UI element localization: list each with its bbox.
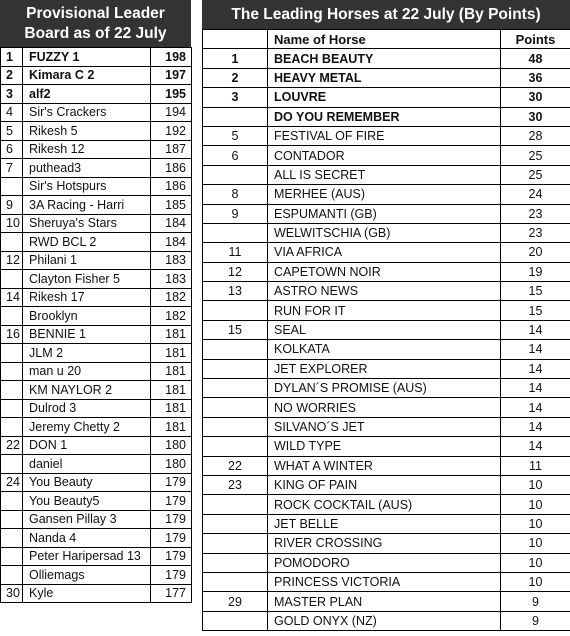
horses-name-cell: MERHEE (AUS)	[268, 185, 501, 204]
leaderboard-points-cell: 179	[151, 566, 192, 585]
horses-row	[203, 262, 570, 281]
leaderboard-position-cell: 7	[1, 159, 23, 178]
horses-points-cell: 23	[501, 204, 570, 223]
horses-points-cell: 25	[501, 165, 570, 184]
leaderboard-points-cell: 180	[151, 436, 192, 455]
leaderboard-row	[1, 233, 192, 252]
leaderboard-position-cell	[1, 455, 23, 474]
horses-title: The Leading Horses at 22 July (By Points)	[202, 0, 570, 29]
leaderboard-points-cell: 180	[151, 455, 192, 474]
horses-position-cell	[203, 437, 268, 456]
horses-points-cell: 14	[501, 398, 570, 417]
leaderboard-position-cell: 22	[1, 436, 23, 455]
horses-row	[203, 398, 570, 417]
horses-row	[203, 514, 570, 533]
leaderboard-position-cell	[1, 547, 23, 566]
leaderboard-name-cell: Kimara C 2	[23, 66, 151, 85]
horses-position-cell: 2	[203, 68, 268, 87]
horses-row	[203, 146, 570, 165]
leaderboard-row	[1, 307, 192, 326]
horses-name-cell: ROCK COCKTAIL (AUS)	[268, 495, 501, 514]
horses-name-cell: WHAT A WINTER	[268, 456, 501, 475]
horses-points-cell: 48	[501, 49, 570, 68]
leaderboard-position-cell	[1, 177, 23, 196]
leaderboard-points-cell: 181	[151, 362, 192, 381]
leaderboard-row	[1, 103, 192, 122]
horses-name-cell: NO WORRIES	[268, 398, 501, 417]
horses-points-cell: 9	[501, 611, 570, 630]
horses-points-cell: 10	[501, 514, 570, 533]
leaderboard-row	[1, 159, 192, 178]
horses-name-cell: BEACH BEAUTY	[268, 49, 501, 68]
leaderboard-name-cell: Peter Haripersad 13	[23, 547, 151, 566]
leaderboard-row	[1, 270, 192, 289]
horses-position-cell: 8	[203, 185, 268, 204]
leaderboard-row	[1, 566, 192, 585]
horses-name-cell: LOUVRE	[268, 88, 501, 107]
leaderboard-points-cell: 192	[151, 122, 192, 141]
horses-points-cell: 25	[501, 146, 570, 165]
horses-name-cell: DO YOU REMEMBER	[268, 107, 501, 126]
horses-row	[203, 359, 570, 378]
leaderboard-position-cell: 4	[1, 103, 23, 122]
leaderboard-row	[1, 344, 192, 363]
horses-points-cell: 14	[501, 320, 570, 339]
horses-position-cell	[203, 165, 268, 184]
horses-row	[203, 611, 570, 630]
leaderboard-position-cell: 3	[1, 85, 23, 104]
horses-position-cell: 12	[203, 262, 268, 281]
horses-name-cell: PRINCESS VICTORIA	[268, 572, 501, 591]
leaderboard-position-cell	[1, 381, 23, 400]
horses-points-cell: 10	[501, 553, 570, 572]
horses-name-cell: DYLAN´S PROMISE (AUS)	[268, 379, 501, 398]
horses-points-cell: 14	[501, 379, 570, 398]
leaderboard-row	[1, 436, 192, 455]
horses-position-cell: 9	[203, 204, 268, 223]
leaderboard-position-cell: 14	[1, 288, 23, 307]
leaderboard-points-cell: 185	[151, 196, 192, 215]
leaderboard-points-cell: 181	[151, 418, 192, 437]
horses-name-cell: ASTRO NEWS	[268, 282, 501, 301]
leaderboard-row	[1, 140, 192, 159]
leaderboard-points-cell: 198	[151, 48, 192, 67]
leaderboard-name-cell: Dulrod 3	[23, 399, 151, 418]
horses-header-pos	[203, 30, 268, 49]
horses-name-cell: WELWITSCHIA (GB)	[268, 223, 501, 242]
leaderboard-name-cell: Kyle	[23, 584, 151, 603]
horses-name-cell: FESTIVAL OF FIRE	[268, 126, 501, 145]
leaderboard-row	[1, 473, 192, 492]
horses-position-cell	[203, 379, 268, 398]
horses-row	[203, 437, 570, 456]
leaderboard-name-cell: alf2	[23, 85, 151, 104]
horses-points-cell: 20	[501, 243, 570, 262]
horses-name-cell: POMODORO	[268, 553, 501, 572]
leaderboard-position-cell	[1, 492, 23, 511]
leaderboard-points-cell: 186	[151, 177, 192, 196]
leaderboard-row	[1, 251, 192, 270]
leaderboard-position-cell	[1, 344, 23, 363]
leaderboard-points-cell: 183	[151, 251, 192, 270]
horses-points-cell: 28	[501, 126, 570, 145]
leaderboard-points-cell: 183	[151, 270, 192, 289]
leaderboard-row	[1, 214, 192, 233]
leaderboard-position-cell	[1, 307, 23, 326]
leaderboard-title	[0, 0, 191, 47]
leaderboard-name-cell: Rikesh 5	[23, 122, 151, 141]
horses-row	[203, 456, 570, 475]
leaderboard-points-cell: 177	[151, 584, 192, 603]
leaderboard-row	[1, 584, 192, 603]
horses-row	[203, 204, 570, 223]
leaderboard-points-cell: 179	[151, 547, 192, 566]
horses-row	[203, 301, 570, 320]
horses-row	[203, 553, 570, 572]
horses-row	[203, 88, 570, 107]
horses-row	[203, 223, 570, 242]
leaderboard-name-cell: Brooklyn	[23, 307, 151, 326]
leaderboard-points-cell: 181	[151, 399, 192, 418]
horses-position-cell: 6	[203, 146, 268, 165]
leaderboard-points-cell: 197	[151, 66, 192, 85]
horses-row	[203, 126, 570, 145]
leaderboard-position-cell	[1, 566, 23, 585]
horses-name-cell: SILVANO´S JET	[268, 417, 501, 436]
leaderboard-points-cell: 184	[151, 233, 192, 252]
leaderboard-row	[1, 547, 192, 566]
leaderboard-name-cell: DON 1	[23, 436, 151, 455]
horses-name-cell: SEAL	[268, 320, 501, 339]
leaderboard-name-cell: Gansen Pillay 3	[23, 510, 151, 529]
horses-header-row	[203, 30, 570, 49]
leaderboard-points-cell: 187	[151, 140, 192, 159]
horses-row	[203, 68, 570, 87]
leaderboard-row	[1, 196, 192, 215]
leaderboard-row	[1, 381, 192, 400]
leaderboard-name-cell: Olliemags	[23, 566, 151, 585]
horses-position-cell	[203, 359, 268, 378]
horses-points-cell: 30	[501, 88, 570, 107]
leaderboard-position-cell: 9	[1, 196, 23, 215]
horses-header-points: Points	[501, 30, 570, 49]
horses-points-cell: 10	[501, 534, 570, 553]
leaderboard-row	[1, 48, 192, 67]
horses-position-cell	[203, 553, 268, 572]
leaderboard-row	[1, 177, 192, 196]
leaderboard-points-cell: 184	[151, 214, 192, 233]
horses-row	[203, 572, 570, 591]
horses-points-cell: 24	[501, 185, 570, 204]
leaderboard-name-cell: KM NAYLOR 2	[23, 381, 151, 400]
leaderboard-points-cell: 179	[151, 510, 192, 529]
horses-table	[202, 29, 570, 631]
horses-row	[203, 243, 570, 262]
leaderboard-name-cell: JLM 2	[23, 344, 151, 363]
leaderboard-name-cell: FUZZY 1	[23, 48, 151, 67]
horses-points-cell: 11	[501, 456, 570, 475]
leaderboard-position-cell	[1, 510, 23, 529]
horses-position-cell	[203, 417, 268, 436]
leaderboard-row	[1, 362, 192, 381]
leaderboard-points-cell: 194	[151, 103, 192, 122]
leaderboard-position-cell	[1, 362, 23, 381]
leaderboard-name-cell: puthead3	[23, 159, 151, 178]
horses-position-cell	[203, 398, 268, 417]
leaderboard-title-line1: Provisional Leader	[26, 4, 165, 22]
leaderboard-position-cell: 16	[1, 325, 23, 344]
leaderboard-row	[1, 85, 192, 104]
horses-name-cell: JET BELLE	[268, 514, 501, 533]
leaderboard-position-cell	[1, 418, 23, 437]
leaderboard-name-cell: You Beauty5	[23, 492, 151, 511]
horses-points-cell: 10	[501, 475, 570, 494]
horses-position-cell	[203, 223, 268, 242]
leaderboard-points-cell: 181	[151, 381, 192, 400]
horses-points-cell: 15	[501, 301, 570, 320]
leaderboard-position-cell: 6	[1, 140, 23, 159]
horses-points-cell: 30	[501, 107, 570, 126]
leaderboard-points-cell: 186	[151, 159, 192, 178]
leaderboard-name-cell: man u 20	[23, 362, 151, 381]
horses-position-cell	[203, 301, 268, 320]
horses-name-cell: MASTER PLAN	[268, 592, 501, 611]
horses-name-cell: CAPETOWN NOIR	[268, 262, 501, 281]
horses-row	[203, 495, 570, 514]
horses-name-cell: KOLKATA	[268, 340, 501, 359]
leaderboard-row	[1, 529, 192, 548]
leaderboard-position-cell: 12	[1, 251, 23, 270]
leaderboard-title-line2: Board as of 22 July	[24, 24, 167, 42]
horses-position-cell: 3	[203, 88, 268, 107]
leaderboard-points-cell: 179	[151, 529, 192, 548]
leaderboard-position-cell: 10	[1, 214, 23, 233]
leaderboard-name-cell: 3A Racing - Harri	[23, 196, 151, 215]
leaderboard-row	[1, 325, 192, 344]
horses-position-cell	[203, 514, 268, 533]
horses-points-cell: 14	[501, 340, 570, 359]
horses-name-cell: VIA AFRICA	[268, 243, 501, 262]
horses-points-cell: 10	[501, 495, 570, 514]
horses-name-cell: ALL IS SECRET	[268, 165, 501, 184]
leaderboard-name-cell: BENNIE 1	[23, 325, 151, 344]
horses-row	[203, 282, 570, 301]
leaderboard-points-cell: 181	[151, 344, 192, 363]
horses-name-cell: RUN FOR IT	[268, 301, 501, 320]
leaderboard-points-cell: 182	[151, 307, 192, 326]
leaderboard-position-cell: 1	[1, 48, 23, 67]
leaderboard-table	[0, 47, 192, 603]
leaderboard-position-cell: 30	[1, 584, 23, 603]
horses-name-cell: ESPUMANTI (GB)	[268, 204, 501, 223]
leaderboard-points-cell: 179	[151, 492, 192, 511]
leaderboard-name-cell: Sir's Crackers	[23, 103, 151, 122]
horses-points-cell: 15	[501, 282, 570, 301]
leaderboard-row	[1, 418, 192, 437]
leaderboard-name-cell: Jeremy Chetty 2	[23, 418, 151, 437]
horses-points-cell: 14	[501, 437, 570, 456]
leaderboard-points-cell: 181	[151, 325, 192, 344]
horses-points-cell: 23	[501, 223, 570, 242]
horses-position-cell	[203, 495, 268, 514]
horses-row	[203, 185, 570, 204]
leaderboard-name-cell: Rikesh 12	[23, 140, 151, 159]
leaderboard-name-cell: Clayton Fisher 5	[23, 270, 151, 289]
horses-row	[203, 107, 570, 126]
horses-position-cell	[203, 611, 268, 630]
horses-position-cell: 13	[203, 282, 268, 301]
leaderboard-position-cell	[1, 233, 23, 252]
leaderboard-position-cell	[1, 270, 23, 289]
horses-row	[203, 534, 570, 553]
leaderboard-name-cell: Philani 1	[23, 251, 151, 270]
horses-row	[203, 49, 570, 68]
leaderboard-points-cell: 195	[151, 85, 192, 104]
horses-row	[203, 417, 570, 436]
horses-position-cell: 29	[203, 592, 268, 611]
horses-name-cell: KING OF PAIN	[268, 475, 501, 494]
horses-position-cell	[203, 107, 268, 126]
horses-position-cell	[203, 572, 268, 591]
horses-position-cell: 11	[203, 243, 268, 262]
horses-points-cell: 14	[501, 417, 570, 436]
leaderboard-name-cell: Nanda 4	[23, 529, 151, 548]
horses-position-cell: 23	[203, 475, 268, 494]
leaderboard-name-cell: daniel	[23, 455, 151, 474]
horses-points-cell: 14	[501, 359, 570, 378]
horses-name-cell: JET EXPLORER	[268, 359, 501, 378]
leaderboard-row	[1, 122, 192, 141]
leaderboard-position-cell	[1, 399, 23, 418]
horses-name-cell: WILD TYPE	[268, 437, 501, 456]
horses-row	[203, 165, 570, 184]
horses-points-cell: 10	[501, 572, 570, 591]
horses-position-cell: 5	[203, 126, 268, 145]
horses-panel	[202, 0, 570, 631]
leaderboard-position-cell: 2	[1, 66, 23, 85]
horses-points-cell: 9	[501, 592, 570, 611]
leaderboard-row	[1, 66, 192, 85]
leaderboard-row	[1, 510, 192, 529]
horses-name-cell: HEAVY METAL	[268, 68, 501, 87]
horses-points-cell: 19	[501, 262, 570, 281]
leaderboard-row	[1, 288, 192, 307]
leaderboard-row	[1, 455, 192, 474]
horses-name-cell: CONTADOR	[268, 146, 501, 165]
horses-position-cell: 15	[203, 320, 268, 339]
horses-position-cell	[203, 534, 268, 553]
leaderboard-name-cell: Rikesh 17	[23, 288, 151, 307]
leaderboard-points-cell: 182	[151, 288, 192, 307]
horses-name-cell: RIVER CROSSING	[268, 534, 501, 553]
horses-name-cell: GOLD ONYX (NZ)	[268, 611, 501, 630]
horses-row	[203, 475, 570, 494]
leaderboard-position-cell: 24	[1, 473, 23, 492]
leaderboard-name-cell: Sheruya's Stars	[23, 214, 151, 233]
leaderboard-panel	[0, 0, 191, 603]
horses-row	[203, 340, 570, 359]
leaderboard-points-cell: 179	[151, 473, 192, 492]
leaderboard-position-cell	[1, 529, 23, 548]
horses-row	[203, 379, 570, 398]
leaderboard-row	[1, 399, 192, 418]
leaderboard-name-cell: RWD BCL 2	[23, 233, 151, 252]
leaderboard-name-cell: Sir's Hotspurs	[23, 177, 151, 196]
leaderboard-name-cell: You Beauty	[23, 473, 151, 492]
horses-position-cell	[203, 340, 268, 359]
horses-points-cell: 36	[501, 68, 570, 87]
horses-header-name: Name of Horse	[268, 30, 501, 49]
leaderboard-position-cell: 5	[1, 122, 23, 141]
leaderboard-row	[1, 492, 192, 511]
horses-row	[203, 320, 570, 339]
horses-position-cell: 22	[203, 456, 268, 475]
horses-position-cell: 1	[203, 49, 268, 68]
horses-row	[203, 592, 570, 611]
